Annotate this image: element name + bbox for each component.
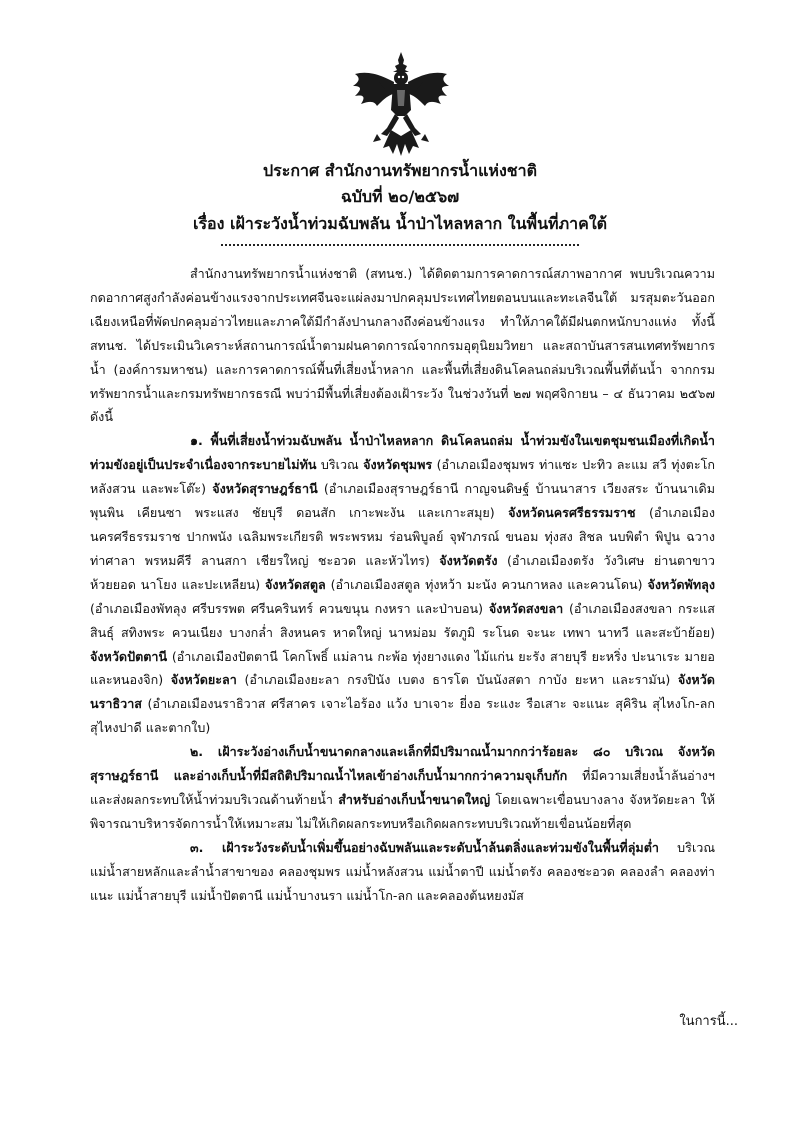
item-1-text: บริเวณ	[316, 457, 364, 473]
item-1-paragraph	[90, 429, 715, 740]
announcement-subject: เรื่อง เฝ้าระวังน้ำท่วมฉับพลัน น้ำป่าไหลหลาก ในพื้นที่ภาคใต้	[192, 214, 608, 233]
province-yala: จังหวัดยะลา	[170, 672, 237, 688]
districts-chumphon: (อำเภอเมืองชุมพร ท่าแซะ ปะทิว ละแม สวี ทุ่งตะโก หลังสวน และพะโต๊ะ)	[90, 457, 715, 497]
districts-trang: (อำเภอเมืองตรัง วังวิเศษ ย่านตาขาว ห้วยยอด นาโยง และปะเหลียน)	[90, 552, 715, 592]
province-nakhon-si-thammarat: จังหวัดนครศรีธรรมราช	[508, 505, 636, 521]
districts-satun: (อำเภอเมืองสตูล ทุ่งหว้า มะนัง ควนกาหลง และควนโดน)	[325, 576, 648, 592]
province-phatthalung: จังหวัดพัทลุง	[647, 576, 715, 592]
districts-songkhla: (อำเภอเมืองสงขลา กระแสสินธุ์ สทิงพระ ควนเนียง บางกล่ำ สิงหนคร หาดใหญ่ นาหม่อม รัตภูมิ ระโนด จะนะ เทพา นาทวี และสะบ้าย้อย)	[90, 600, 715, 640]
province-chumphon: จังหวัดชุมพร	[363, 457, 433, 473]
districts-nakhon-si-thammarat: (อำเภอเมืองนครศรีธรรมราช ปากพนัง เฉลิมพระเกียรติ พระพรหม ร่อนพิบูลย์ จุฬาภรณ์ ขนอม ทุ่งสง สิชล นบพิตำ พิปูน ฉวาง ท่าศาลา พรหมคีรี ลานสกา เชียรใหญ่ ชะอวด และหัวไทร)	[90, 505, 716, 568]
item-2-paragraph	[90, 740, 715, 836]
districts-yala: (อำเภอเมืองยะลา กรงปินัง เบตง ธารโต บันนังสตา กาบัง ยะหา และรามัน)	[236, 672, 678, 688]
districts-phatthalung: (อำเภอเมืองพัทลุง ศรีบรรพต ศรีนครินทร์ ควนขนุน กงหรา และป่าบอน)	[90, 600, 489, 616]
intro-paragraph: สำนักงานทรัพยากรน้ำแห่งชาติ (สทนช.) ได้ติดตามการคาดการณ์สภาพอากาศ พบบริเวณความกดอากาศสูงกำลังค่อนข้างแรงจากประเทศจีนจะแผ่ลงมาปกคลุมประเทศไทยตอนบนและทะเลจีนใต้ มรสุมตะวันออกเฉียงเหนือที่พัดปกคลุมอ่าวไทยและภาคใต้มีกำลังปานกลางถึงค่อนข้างแรง ทำให้ภาคใต้มีฝนตกหนักบางแห่ง ทั้งนี้ สทนช. ได้ประเมินวิเคราะห์สถานการณ์น้ำตามฝนคาดการณ์จากกรมอุตุนิยมวิทยา และสถาบันสารสนเทศทรัพยากรน้ำ (องค์การมหาชน) และการคาดการณ์พื้นที่เสี่ยงน้ำหลาก และพื้นที่เสี่ยงดินโคลนถล่มบริเวณพื้นที่ต้นน้ำ จากกรมทรัพยากรน้ำและกรมทรัพยากรธรณี พบว่ามีพื้นที่เสี่ยงต้องเฝ้าระวัง ในช่วงวันที่ ๒๗ พฤศจิกายน – ๔ ธันวาคม ๒๕๖๗ ดังนี้	[90, 266, 715, 425]
item-3-paragraph	[90, 836, 715, 908]
province-trang: จังหวัดตรัง	[439, 552, 498, 568]
dotted-separator	[221, 244, 579, 246]
item-3-heading: ๓. เฝ้าระวังระดับน้ำเพิ่มขึ้นอย่างฉับพลันและระดับน้ำล้นตลิ่งและท่วมขังในพื้นที่ลุ่มต่ำ	[190, 839, 659, 855]
announcement-body	[90, 262, 715, 907]
item-2-text-end: โดยเฉพาะเขื่อนบางลาง จังหวัดยะลา ให้พิจารณาบริหารจัดการน้ำให้เหมาะสม ไม่ให้เกิดผลกระทบหรือเกิดผลกระทบบริเวณท้ายเขื่อนน้อยที่สุด	[90, 791, 715, 831]
districts-narathiwat: (อำเภอเมืองนราธิวาส ศรีสาคร เจาะไอร้อง แว้ง บาเจาะ ยี่งอ ระแงะ รือเสาะ จะแนะ สุคิริน สุไหงโก-ลก สุไหงปาดี และตากใบ)	[90, 696, 715, 736]
item-1-heading: ๑. พื้นที่เสี่ยงน้ำท่วมฉับพลัน น้ำป่าไหลหลาก ดินโคลนถล่ม น้ำท่วมขังในเขตชุมชนเมืองที่เกิดน้ำท่วมขังอยู่เป็นประจำเนื่องจากระบายไม่ทัน	[90, 433, 715, 473]
item-2-heading: ๒. เฝ้าระวังอ่างเก็บน้ำขนาดกลางและเล็กที่มีปริมาณน้ำมากกว่าร้อยละ ๘๐ บริเวณ จังหวัดสุราษฎร์ธานี และอ่างเก็บน้ำที่มีสถิติปริมาณน้ำไหลเข้าอ่างเก็บน้ำมากกว่าความจุเก็บกัก	[90, 744, 715, 784]
districts-pattani: (อำเภอเมืองปัตตานี โคกโพธิ์ แม่ลาน กะพ้อ ทุ่งยางแดง ไม้แก่น ยะรัง สายบุรี ยะหริ่ง ปะนาเระ มายอ และหนองจิก)	[90, 648, 715, 688]
province-surat-thani: จังหวัดสุราษฎร์ธานี	[212, 481, 318, 497]
announcement-title: ประกาศ สำนักงานทรัพยากรน้ำแห่งชาติ	[262, 161, 537, 180]
districts-surat-thani: (อำเภอเมืองสุราษฎร์ธานี กาญจนดิษฐ์ บ้านนาสาร เวียงสระ บ้านนาเดิม พุนพิน เคียนซา พระแสง ชัยบุรี ดอนสัก เกาะพะงัน และเกาะสมุย)	[90, 481, 716, 521]
province-narathiwat: จังหวัดนราธิวาส	[90, 672, 715, 712]
garuda-emblem-icon	[347, 50, 455, 158]
item-2-text: ที่มีความเสี่ยงน้ำล้นอ่างฯ และส่งผลกระทบให้น้ำท่วมบริเวณด้านท้ายน้ำ	[90, 768, 715, 807]
announcement-number: ฉบับที่ ๒๐/๒๕๖๗	[340, 187, 460, 206]
province-pattani: จังหวัดปัตตานี	[90, 648, 168, 664]
continuation-note: ในการนี้...	[679, 1014, 738, 1029]
province-satun: จังหวัดสตูล	[265, 576, 326, 592]
item-2-large-reservoir: สำหรับอ่างเก็บน้ำขนาดใหญ่	[338, 791, 491, 807]
province-songkhla: จังหวัดสงขลา	[488, 600, 564, 616]
item-3-text: บริเวณแม่น้ำสายหลักและลำน้ำสาขาของ คลองชุมพร แม่น้ำหลังสวน แม่น้ำตาปี แม่น้ำตรัง คลองชะอวด คลองลำ คลองท่าแนะ แม่น้ำสายบุรี แม่น้ำปัตตานี แม่น้ำบางนรา แม่น้ำโก-ลก และคลองต้นหยงมัส	[90, 839, 716, 903]
